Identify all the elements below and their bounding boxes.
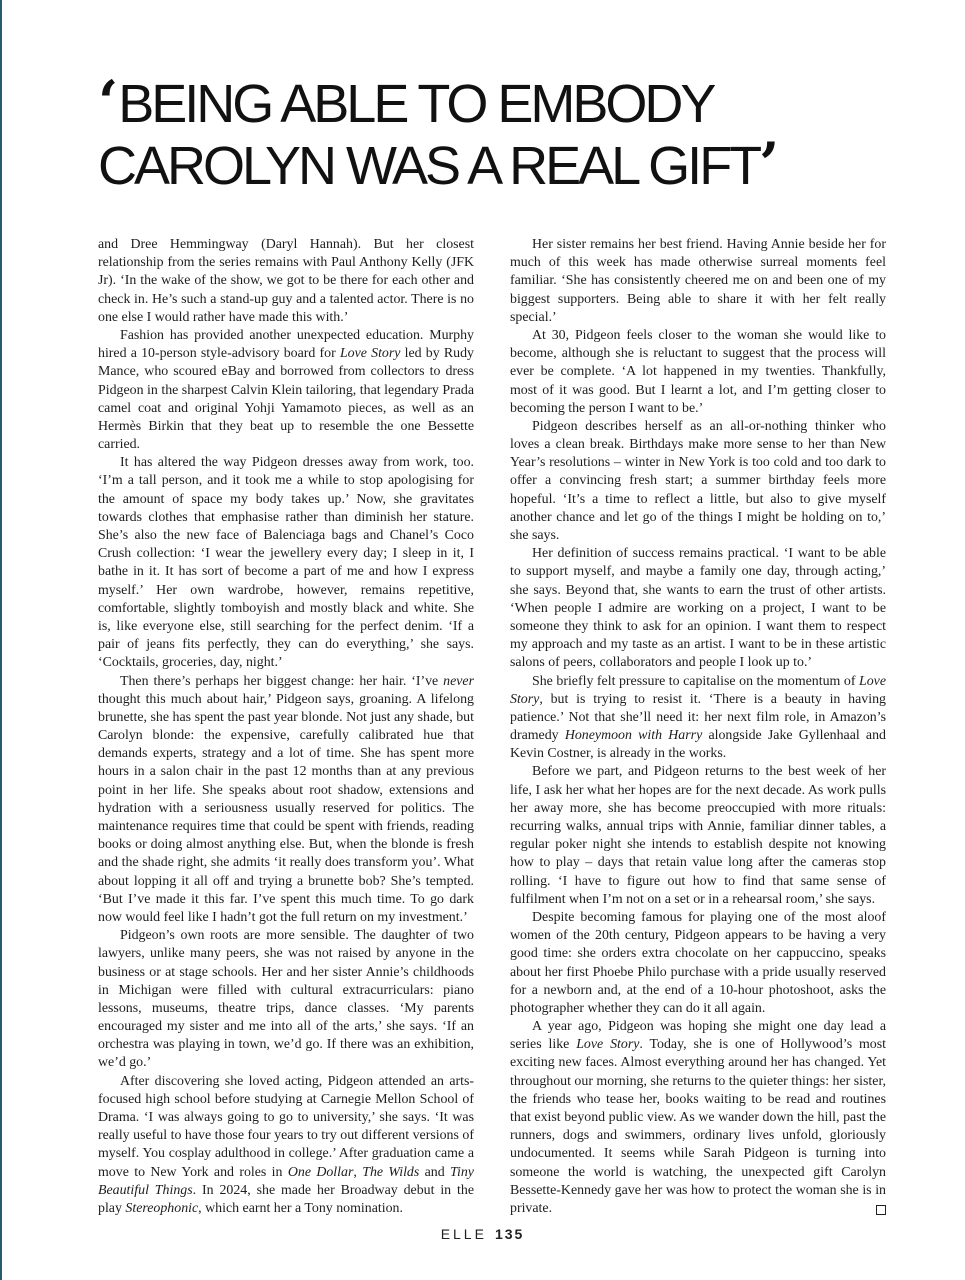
article-paragraph: Fashion has provided another unexpected education. Murphy hired a 10-person style-advisory board for Love Story led by Rudy Mance, who scoured eBay and borrowed from collectors to dress Pidgeon in the sharpest Calvin Klein tailoring, that legendary Prada camel coat and original Yohji Yamamoto pieces, as well as an Hermès Birkin that they beat up to resemble the one Bessette carried. xyxy=(98,327,474,453)
open-quote-mark: ‘ xyxy=(98,68,119,136)
article-column-left xyxy=(98,236,474,1218)
page-edge-bar xyxy=(0,0,2,1280)
article-paragraph: Before we part, and Pidgeon returns to the best week of her life, I ask her what her hopes are for the next decade. As work pulls her away more, she has become preoccupied with more rituals: recurring walks, annual trips with Annie, familiar dinner tables, a regular poker night she intends to establish despite not knowing how to play – days that retain value long after the cameras stop rolling. ‘I have to figure out how to find that same sense of fulfilment when I’m not on a set or in a rehearsal room,’ she says. xyxy=(510,764,886,907)
article-paragraph: She briefly felt pressure to capitalise on the momentum of Love Story, but is trying to resist it. ‘There is a beauty in having patience.’ Not that she’ll need it: her next film role, in Amazon’s dramedy Honeymoon with Harry alongside Jake Gyllenhaal and Kevin Costner, is already in the works. xyxy=(510,673,886,762)
article-paragraph: A year ago, Pidgeon was hoping she might one day lead a series like Love Story. Today, she is one of Hollywood’s most exciting new faces. Almost everything around her has changed. Yet throughout our morning, she returns to the quieter things: her sister, the friends who tease her, books waiting to be read and routines that exist beyond public view. As we wander down the hill, past the runners, dogs and swimmers, ordinary lives unfold, gloriously undocumented. It seems while Sarah Pidgeon is turning into someone the world is watching, the unexpected gift Carolyn Bessette-Kennedy gave her was how to protect the woman she is in private. xyxy=(510,1019,887,1216)
headline-line-1 xyxy=(98,68,918,136)
article-paragraph: Pidgeon describes herself as an all-or-nothing thinker who loves a clean break. Birthdays make more sense to her than New Year’s resolutions – winter in New York is too cold and too dark to offer a convincing fresh start; a summer birthday feels more hopeful. ‘It’s a time to reflect a little, but also to give myself another chance and let go of the things I might be holding on to,’ she says. xyxy=(510,418,886,543)
headline-text-2: CAROLYN WAS A REAL GIFT xyxy=(98,136,760,196)
page-footer xyxy=(0,1226,965,1242)
headline-text-1: BEING ABLE TO EMBODY xyxy=(118,74,714,134)
article-paragraph: It has altered the way Pidgeon dresses away from work, too. ‘I’m a tall person, and it took me a while to stop apologising for the amount of space my body takes up.’ Now, she gravitates towards clothes that emphasise rather than diminish her stature. She’s also the new face of Balenciaga bags and Chanel’s Coco Crush collection: ‘I wear the jewellery every day; I sleep in it, I bathe in it. It has sort of become a part of me and how I express myself.’ Her own wardrobe, however, remains repetitive, comfortable, slightly tomboyish and mostly black and white. She is, like everyone else, still searching for the perfect denim. ‘If a pair of jeans fits perfectly, they can do everything,’ she says. ‘Cocktails, groceries, day, night.’ xyxy=(98,455,474,671)
headline-line-2 xyxy=(98,130,918,198)
end-of-article-square-icon xyxy=(876,1205,886,1215)
article-paragraph: At 30, Pidgeon feels closer to the woman she would like to become, although she is reluctant to suggest that the process will ever be complete. ‘A lot happened in my twenties. Thankfully, most of it was good. But I learnt a lot, and I’m getting closer to becoming the person I want to be.’ xyxy=(510,327,886,416)
article-column-right xyxy=(510,236,886,1218)
page-number: 135 xyxy=(494,1226,525,1242)
magazine-name: ELLE xyxy=(440,1226,487,1242)
article-paragraph: Despite becoming famous for playing one of the most aloof women of the 20th century, Pidgeon appears to be having a very good time: she orders extra chocolate on her cappuccino, speaks about her first Phoebe Philo purchase with a pride usually reserved for a newborn and, at the end of a 10-hour photoshoot, asks the photographer whether they can do it all again. xyxy=(510,909,886,1016)
close-quote-mark: ’ xyxy=(759,130,780,198)
article-paragraph: Pidgeon’s own roots are more sensible. The daughter of two lawyers, unlike many peers, she was not raised by anyone in the business or at stage schools. Her and her sister Annie’s childhoods in Michigan were filled with cultural extracurriculars: piano lessons, museums, theatre trips, dance classes. ‘My parents encouraged my sister and me into all of the arts,’ she says. ‘If an orchestra was playing in town, we’d go. If there was an exhibition, we’d go.’ xyxy=(98,928,474,1071)
article-paragraph: Then there’s perhaps her biggest change: her hair. ‘I’ve never thought this much about hair,’ Pidgeon says, groaning. A lifelong brunette, she has spent the past year blonde. Not just any shade, but Carolyn blonde: the expensive, carefully calibrated hue that demands experts, strategy and a lot of time. She has spent more hours in a salon chair in the past 12 months than at any previous point in her life. She speaks about root shadow, extensions and hydration with a seriousness usually reserved for politics. The maintenance requires time that could be spent with friends, reading books or doing almost anything else. But, when the blonde is fresh and the shade right, she admits ‘it really does transform you’. What about lopping it all off and trying a brunette bob? She’s tempted. ‘But I’ve made it this far. I’ve spent this much time. To go dark now would feel like I hadn’t got the full return on my investment.’ xyxy=(98,673,474,925)
pull-quote-headline xyxy=(98,68,918,198)
article-paragraph: After discovering she loved acting, Pidgeon attended an arts-focused high school before studying at Carnegie Mellon School of Drama. ‘I was always going to go to university,’ she says. ‘It was really useful to have those four years to try out different versions of myself. You cosplay adulthood in college.’ After graduation came a move to New York and roles in One Dollar, The Wilds and Tiny Beautiful Things. In 2024, she made her Broadway debut in the play Stereophonic, which earnt her a Tony nomination. xyxy=(98,1073,474,1216)
article-paragraph: and Dree Hemmingway (Daryl Hannah). But her closest relationship from the series remains with Paul Anthony Kelly (JFK Jr). ‘In the wake of the show, we got to be there for each other and check in. He’s such a stand-up guy and a talented actor. There is no one else I would rather have made this with.’ xyxy=(98,237,474,325)
article-paragraph: Her definition of success remains practical. ‘I want to be able to support myself, and maybe a family one day, through acting,’ she says. Beyond that, she wants to earn the trust of other artists. ‘When people I admire are working on a project, I want to be someone they think to ask for an opinion. I want them to respect my approach and my taste as an artist. I want to be in these artistic salons of peers, collaborators and people I look up to.’ xyxy=(510,546,886,671)
article-paragraph: Her sister remains her best friend. Having Annie beside her for much of this week has made otherwise surreal moments feel familiar. ‘She has consistently cheered me on and been one of my biggest supporters. Being able to share it with her felt really special.’ xyxy=(510,237,886,325)
